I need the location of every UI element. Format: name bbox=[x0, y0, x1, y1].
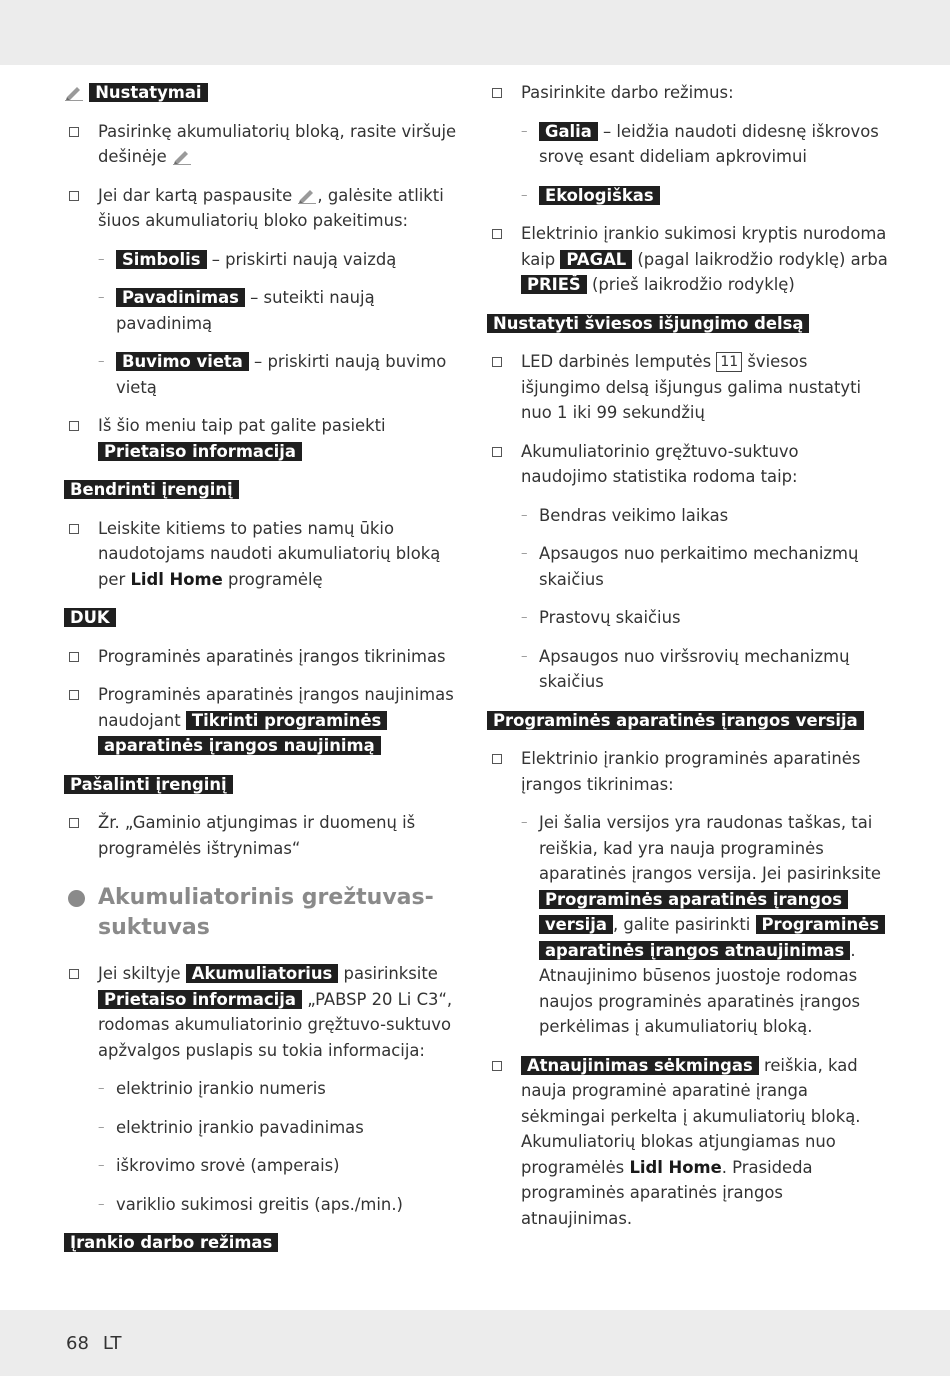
heading-nustatymai: Nustatymai bbox=[89, 83, 207, 102]
list-item: Žr. „Gaminio atjungimas ir duomenų iš programėlės ištrynimas“ bbox=[64, 810, 462, 861]
heading-darbo-rezimas: Įrankio darbo režimas bbox=[64, 1233, 278, 1252]
section-sviesos bbox=[487, 311, 889, 337]
bottom-band bbox=[0, 1310, 950, 1376]
dash-item: – Pavadinimas – suteikti naują pavadinimą bbox=[64, 285, 462, 336]
list-item: Elektrinio įrankio programinės aparatinės įrangos tikrinimas: bbox=[487, 746, 889, 797]
list-item: Atnaujinimas sėkmingas reiškia, kad nauja programinė aparatinė įranga sėkmingai perkelta į akumuliatorių bloką. Akumuliatorių blokas atjungiamas nuo programėlės Lidl Home. Prasideda programinės aparatinės įrangos atnaujinimas. bbox=[487, 1053, 889, 1232]
section-bendrinti bbox=[64, 477, 462, 503]
dash-item: – elektrinio įrankio pavadinimas bbox=[64, 1115, 462, 1141]
dash-item: – Galia – leidžia naudoti didesnę iškrovos srovę esant dideliam apkrovimui bbox=[487, 119, 889, 170]
heading-duk: DUK bbox=[64, 608, 116, 627]
label-akumuliatorius: Akumuliatorius bbox=[186, 964, 339, 983]
list-item: Pasirinkę akumuliatorių bloką, rasite viršuje dešinėje bbox=[64, 119, 462, 170]
label-prietaiso-informacija: Prietaiso informacija bbox=[98, 442, 302, 461]
pencil-icon bbox=[172, 147, 192, 165]
section-duk bbox=[64, 605, 462, 631]
section-title-akumuliatorinis: Akumuliatorinis grežtuvas-suktuvas bbox=[64, 883, 462, 943]
list-item: Jei skiltyje Akumuliatorius pasirinksite Prietaiso informacija „PABSP 20 Li C3“, rodomas akumuliatorinio gręžtuvo-suktuvo apžvalgos puslapis su tokia informacija: bbox=[64, 961, 462, 1063]
heading-sviesos: Nustatyti šviesos išjungimo delsą bbox=[487, 314, 809, 333]
list-item: Programinės aparatinės įrangos tikrinimas bbox=[64, 644, 462, 670]
list-item: Iš šio meniu taip pat galite pasiekti Prietaiso informacija bbox=[64, 413, 462, 464]
label-pries: PRIEŠ bbox=[521, 275, 587, 294]
list-item: Jei dar kartą paspausite , galėsite atlikti šiuos akumuliatorių bloko pakeitimus: bbox=[64, 183, 462, 234]
label-versija: Programinės aparatinės įrangos versija bbox=[539, 890, 848, 935]
page-number: 68 bbox=[66, 1333, 89, 1354]
section-pasalinti bbox=[64, 772, 462, 798]
pencil-icon bbox=[297, 186, 317, 204]
list-item: Elektrinio įrankio sukimosi kryptis nurodoma kaip PAGAL (pagal laikrodžio rodyklę) arba PRIEŠ (prieš laikrodžio rodyklę) bbox=[487, 221, 889, 298]
label-pavadinimas: Pavadinimas bbox=[116, 288, 245, 307]
label-ekologiskas: Ekologiškas bbox=[539, 186, 660, 205]
top-band bbox=[0, 0, 950, 65]
section-darbo-rezimas bbox=[64, 1230, 462, 1256]
bullet-dot-icon bbox=[68, 890, 85, 907]
section-versija bbox=[487, 708, 889, 734]
label-galia: Galia bbox=[539, 122, 598, 141]
dash-item: – variklio sukimosi greitis (aps./min.) bbox=[64, 1192, 462, 1218]
dash-item: – Apsaugos nuo perkaitimo mechanizmų skaičius bbox=[487, 541, 889, 592]
dash-item: – Bendras veikimo laikas bbox=[487, 503, 889, 529]
dash-item: – Apsaugos nuo viršsrovių mechanizmų skaičius bbox=[487, 644, 889, 695]
dash-item bbox=[487, 183, 889, 209]
page-footer bbox=[66, 1333, 121, 1354]
dash-item: – iškrovimo srovė (amperais) bbox=[64, 1153, 462, 1179]
left-column bbox=[64, 80, 462, 1256]
label-prietaiso-informacija: Prietaiso informacija bbox=[98, 990, 302, 1009]
dash-item: – Simbolis – priskirti naują vaizdą bbox=[64, 247, 462, 273]
language-code: LT bbox=[102, 1333, 122, 1354]
dash-item: – Prastovų skaičius bbox=[487, 605, 889, 631]
dash-item: – Buvimo vieta – priskirti naują buvimo vietą bbox=[64, 349, 462, 400]
label-atnaujinimas: Programinės aparatinės įrangos atnaujinimas bbox=[539, 915, 885, 960]
list-item: Akumuliatorinio gręžtuvo-suktuvo naudojimo statistika rodoma taip: bbox=[487, 439, 889, 490]
part-number-badge: 11 bbox=[716, 352, 742, 372]
label-pagal: PAGAL bbox=[560, 250, 632, 269]
label-simbolis: Simbolis bbox=[116, 250, 207, 269]
heading-versija: Programinės aparatinės įrangos versija bbox=[487, 711, 864, 730]
list-item: Pasirinkite darbo režimus: bbox=[487, 80, 889, 106]
dash-item: – Jei šalia versijos yra raudonas taškas, tai reiškia, kad yra nauja programinės aparatinės įrangos versija. Jei pasirinksite Programinės aparatinės įrangos versija , galite pasirinkti Programinės aparatinės įrangos atnaujinimas . Atnaujinimo būsenos juostoje rodomas naujos programinės aparatinės įrangos perkėlimas į akumuliatorių bloką. bbox=[487, 810, 889, 1040]
list-item: Leiskite kitiems to paties namų ūkio naudotojams naudoti akumuliatorių bloką per Lidl Home programėlę bbox=[64, 516, 462, 593]
label-tikrinti: Tikrinti programinės aparatinės įrangos naujinimą bbox=[98, 711, 387, 756]
pencil-icon bbox=[64, 83, 84, 101]
heading-bendrinti: Bendrinti įrenginį bbox=[64, 480, 239, 499]
list-item: LED darbinės lemputės 11 šviesos išjungimo delsą išjungus galima nustatyti nuo 1 iki 99 sekundžių bbox=[487, 349, 889, 426]
label-buvimo-vieta: Buvimo vieta bbox=[116, 352, 249, 371]
right-column bbox=[487, 80, 889, 1231]
heading-pasalinti: Pašalinti įrenginį bbox=[64, 775, 233, 794]
list-item: Programinės aparatinės įrangos naujinimas naudojant Tikrinti programinės aparatinės įrangos naujinimą bbox=[64, 682, 462, 759]
label-atnaujinimas-sekmingas: Atnaujinimas sėkmingas bbox=[521, 1056, 759, 1075]
section-nustatymai bbox=[64, 80, 462, 106]
dash-item: – elektrinio įrankio numeris bbox=[64, 1076, 462, 1102]
